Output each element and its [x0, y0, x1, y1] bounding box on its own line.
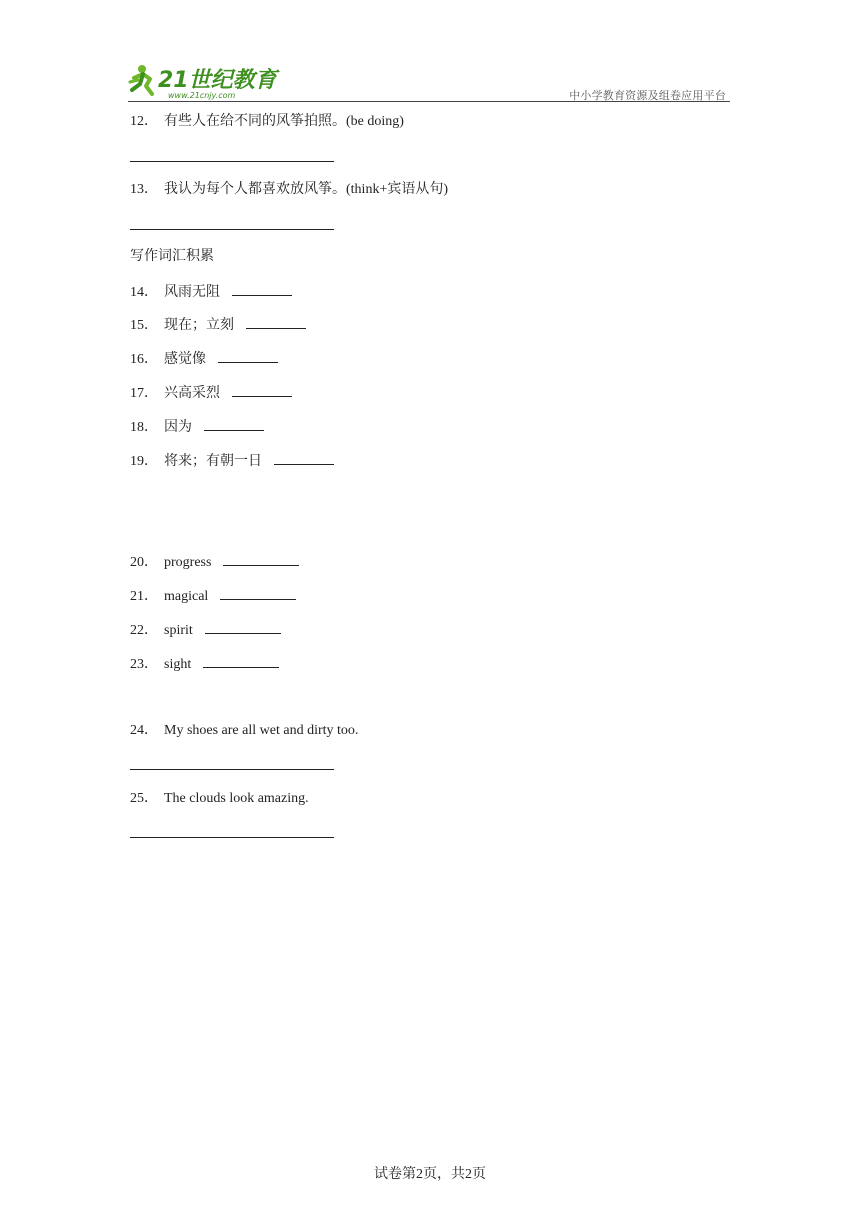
question-number: 25． — [130, 791, 158, 806]
question-text: magical — [164, 589, 209, 604]
answer-line-24[interactable] — [130, 769, 334, 770]
question-17 — [130, 384, 292, 403]
answer-blank[interactable] — [205, 621, 281, 634]
logo-21cnjy — [128, 60, 298, 102]
question-21 — [130, 587, 296, 606]
page-footer: 试卷第2页，共2页 — [374, 1167, 486, 1182]
answer-blank[interactable] — [246, 316, 306, 329]
question-number: 17． — [130, 386, 158, 401]
question-13 — [130, 181, 448, 199]
answer-line-25[interactable] — [130, 837, 334, 838]
question-14 — [130, 283, 292, 302]
question-number: 13． — [130, 182, 158, 197]
question-number: 12． — [130, 114, 158, 129]
question-22 — [130, 621, 281, 640]
question-text: 风雨无阻 — [164, 285, 220, 300]
question-15 — [130, 316, 306, 335]
answer-blank[interactable] — [232, 384, 292, 397]
logo-wordmark: 21世纪教育 — [158, 68, 277, 93]
answer-blank[interactable] — [204, 418, 264, 431]
logo-url: www.21cnjy.com — [168, 91, 236, 100]
answer-blank[interactable] — [220, 587, 296, 600]
header-divider — [128, 101, 730, 102]
answer-line-12[interactable] — [130, 161, 334, 162]
question-number: 21． — [130, 589, 158, 604]
answer-line-13[interactable] — [130, 229, 334, 230]
question-number: 18． — [130, 420, 158, 435]
question-number: 24． — [130, 723, 158, 738]
question-12 — [130, 113, 404, 131]
question-number: 15． — [130, 318, 158, 333]
question-text: sight — [164, 657, 192, 672]
question-25 — [130, 790, 309, 808]
question-16 — [130, 350, 278, 369]
question-text: My shoes are all wet and dirty too. — [164, 723, 359, 738]
question-number: 23． — [130, 657, 158, 672]
answer-blank[interactable] — [223, 553, 299, 566]
question-23 — [130, 655, 279, 674]
question-text: 现在；立刻 — [164, 318, 234, 333]
answer-blank[interactable] — [218, 350, 278, 363]
question-number: 22． — [130, 623, 158, 638]
question-text: 感觉像 — [164, 352, 206, 367]
question-number: 14． — [130, 285, 158, 300]
question-text: The clouds look amazing. — [164, 791, 309, 806]
question-number: 20． — [130, 555, 158, 570]
section-heading: 写作词汇积累 — [130, 249, 214, 264]
question-text: spirit — [164, 623, 193, 638]
answer-blank[interactable] — [203, 655, 279, 668]
question-number: 19． — [130, 454, 158, 469]
question-19 — [130, 452, 334, 471]
page-header — [128, 60, 730, 102]
question-text: 我认为每个人都喜欢放风筝。(think+宾语从句) — [164, 182, 448, 197]
question-20 — [130, 553, 299, 572]
question-18 — [130, 418, 264, 437]
question-text: 将来；有朝一日 — [164, 454, 262, 469]
question-text: 有些人在给不同的风筝拍照。(be doing) — [164, 114, 404, 129]
question-number: 16． — [130, 352, 158, 367]
question-text: 因为 — [164, 420, 192, 435]
answer-blank[interactable] — [274, 452, 334, 465]
question-text: 兴高采烈 — [164, 386, 220, 401]
question-text: progress — [164, 555, 212, 570]
platform-tagline: 中小学教育资源及组卷应用平台 — [569, 89, 726, 102]
runner-icon — [130, 65, 152, 94]
question-24 — [130, 722, 358, 740]
answer-blank[interactable] — [232, 283, 292, 296]
